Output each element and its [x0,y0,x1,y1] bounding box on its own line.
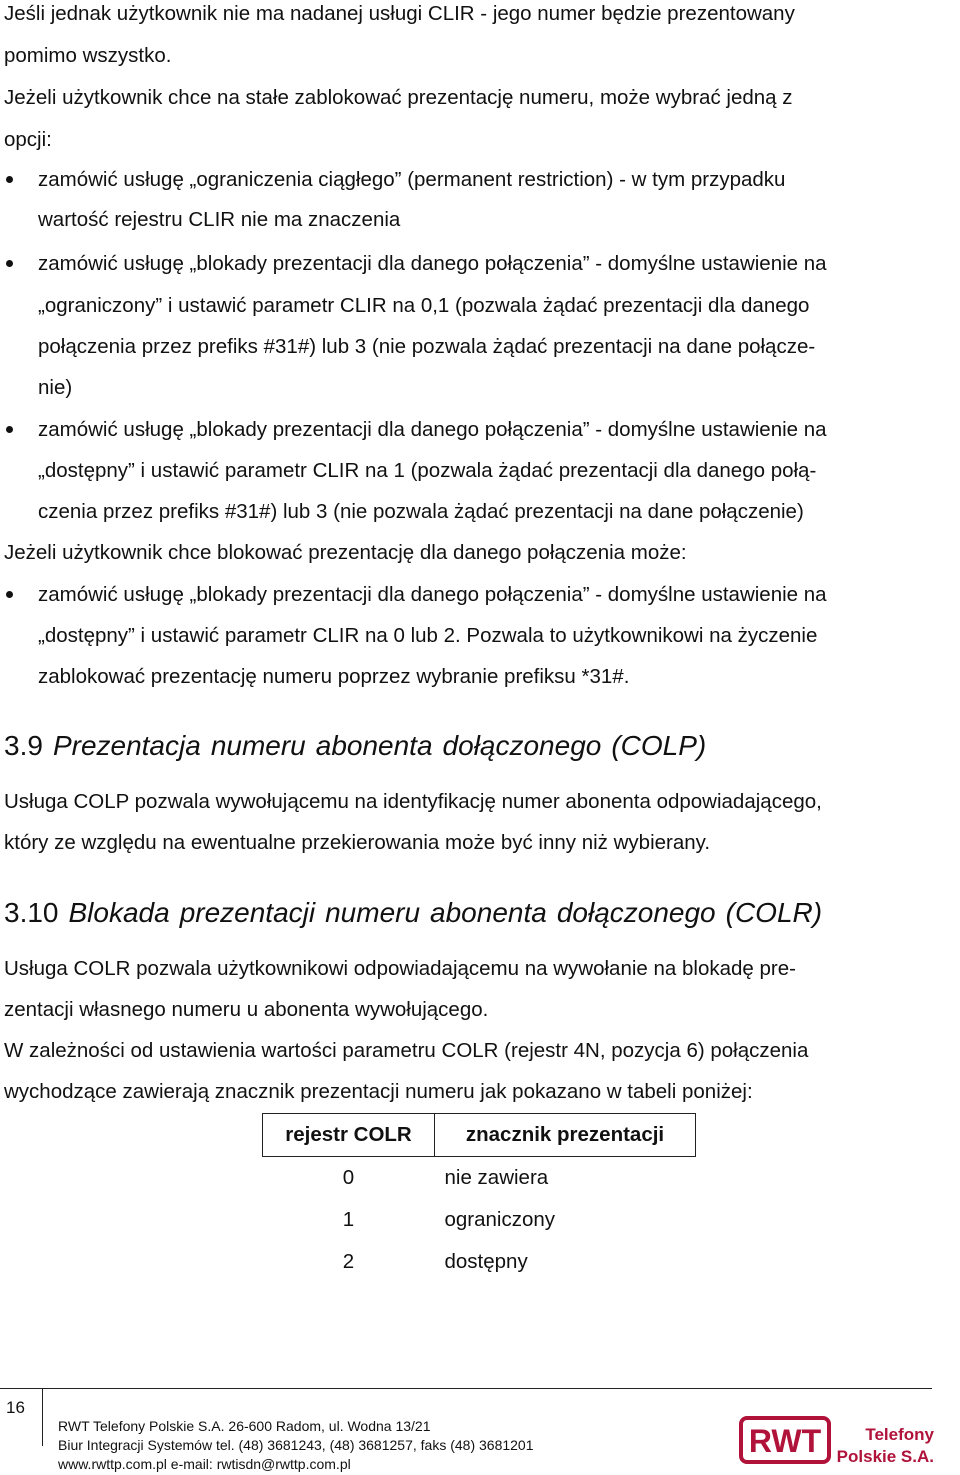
section-number: 3.9 [4,730,43,761]
body-line: Jeżeli użytkownik chce na stałe zablokować prezentację numeru, może wybrać jedną z [4,86,793,109]
heading-word: abonenta [430,897,547,928]
heading-word: numeru [210,730,306,761]
list-item-line: czenia przez prefiks #31#) lub 3 (nie pozwala żądać prezentacji na dane połączenie) [38,500,804,523]
heading-word: Prezentacja [52,730,201,761]
heading-word: abonenta [315,730,433,761]
body-line: Usługa COLR pozwala użytkownikowi odpowiadającemu na wywołanie na blokadę pre- [4,957,796,980]
table-cell: nie zawiera [444,1166,549,1189]
footer-line: RWT Telefony Polskie S.A. 26-600 Radom, ul. Wodna 13/21 [58,1418,431,1434]
list-item-line: zamówić usługę „blokady prezentacji dla danego połączenia” - domyślne ustawienie na [38,252,827,275]
section-heading-3-9 [4,730,716,762]
heading-word: (COLP) [611,730,707,761]
body-line: wychodzące zawierają znacznik prezentacji numeru jak pokazano w tabeli poniżej: [4,1080,753,1103]
footer-vertical-divider [42,1388,43,1446]
list-item-line: zablokować prezentację numeru poprzez wybranie prefiksu *31#. [38,665,630,688]
heading-word: Blokada [68,897,170,928]
heading-word: dołączonego [556,897,716,928]
body-line: Jeśli jednak użytkownik nie ma nadanej usługi CLIR - jego numer będzie prezentowany [4,2,795,25]
table-row [263,1241,696,1283]
logo-mark: RWT [748,1423,822,1459]
footer-line: www.rwttp.com.pl e-mail: rwtisdn@rwttp.com.pl [58,1456,351,1472]
table-cell: 1 [342,1208,355,1231]
table-cell: 2 [342,1250,355,1273]
table-cell: ograniczony [444,1208,556,1231]
section-heading-3-10 [4,897,832,929]
heading-word: prezentacji [179,897,316,928]
logo-text-line2: Polskie S.A. [836,1447,934,1466]
table-header-cell: rejestr COLR [263,1114,435,1157]
page-number: 16 [6,1398,25,1417]
body-line: Jeżeli użytkownik chce blokować prezentację dla danego połączenia może: [4,541,687,564]
section-number: 3.10 [4,897,59,928]
footer-line: Biur Integracji Systemów tel. (48) 3681243, (48) 3681257, faks (48) 3681201 [58,1437,534,1453]
list-item-line: zamówić usługę „blokady prezentacji dla danego połączenia” - domyślne ustawienie na [38,583,827,606]
heading-word: numeru [325,897,421,928]
body-line: zentacji własnego numeru u abonenta wywołującego. [4,998,489,1021]
table-row [263,1199,696,1241]
table-header-cell: znacznik prezentacji [435,1114,696,1157]
heading-word: dołączonego [442,730,602,761]
list-item-line: zamówić usługę „ograniczenia ciągłego” (permanent restriction) - w tym przypadku [38,168,786,191]
list-item-line: wartość rejestru CLIR nie ma znaczenia [38,208,401,231]
body-line: Usługa COLP pozwala wywołującemu na identyfikację numer abonenta odpowiadającego, [4,790,822,813]
bullet-marker [6,426,13,433]
body-line: W zależności od ustawienia wartości parametru COLR (rejestr 4N, pozycja 6) połączenia [4,1039,809,1062]
list-item-line: zamówić usługę „blokady prezentacji dla danego połączenia” - domyślne ustawienie na [38,418,827,441]
body-line: który ze względu na ewentualne przekierowania może być inny niż wybierany. [4,831,711,854]
bullet-marker [6,176,13,183]
table-cell: dostępny [444,1250,528,1273]
body-line: pomimo wszystko. [4,44,172,67]
list-item-line: nie) [38,376,73,399]
table-header-row [263,1114,696,1157]
list-item-line: „dostępny” i ustawić parametr CLIR na 1 (pozwala żądać prezentacji dla danego połą- [38,459,817,482]
list-item-line: „dostępny” i ustawić parametr CLIR na 0 lub 2. Pozwala to użytkownikowi na życzenie [38,624,818,647]
colr-table [262,1113,696,1283]
heading-word: (COLR) [725,897,823,928]
list-item-line: „ograniczony” i ustawić parametr CLIR na 0,1 (pozwala żądać prezentacji dla danego [38,294,810,317]
table-row [263,1157,696,1200]
bullet-marker [6,591,13,598]
table-cell: 0 [342,1166,355,1189]
list-item-line: połączenia przez prefiks #31#) lub 3 (nie pozwala żądać prezentacji na dane połącze- [38,335,816,358]
bullet-marker [6,260,13,267]
rwt-logo [738,1410,938,1472]
logo-text-line1: Telefony [865,1425,934,1444]
footer-divider [0,1388,932,1389]
body-line: opcji: [4,128,52,151]
